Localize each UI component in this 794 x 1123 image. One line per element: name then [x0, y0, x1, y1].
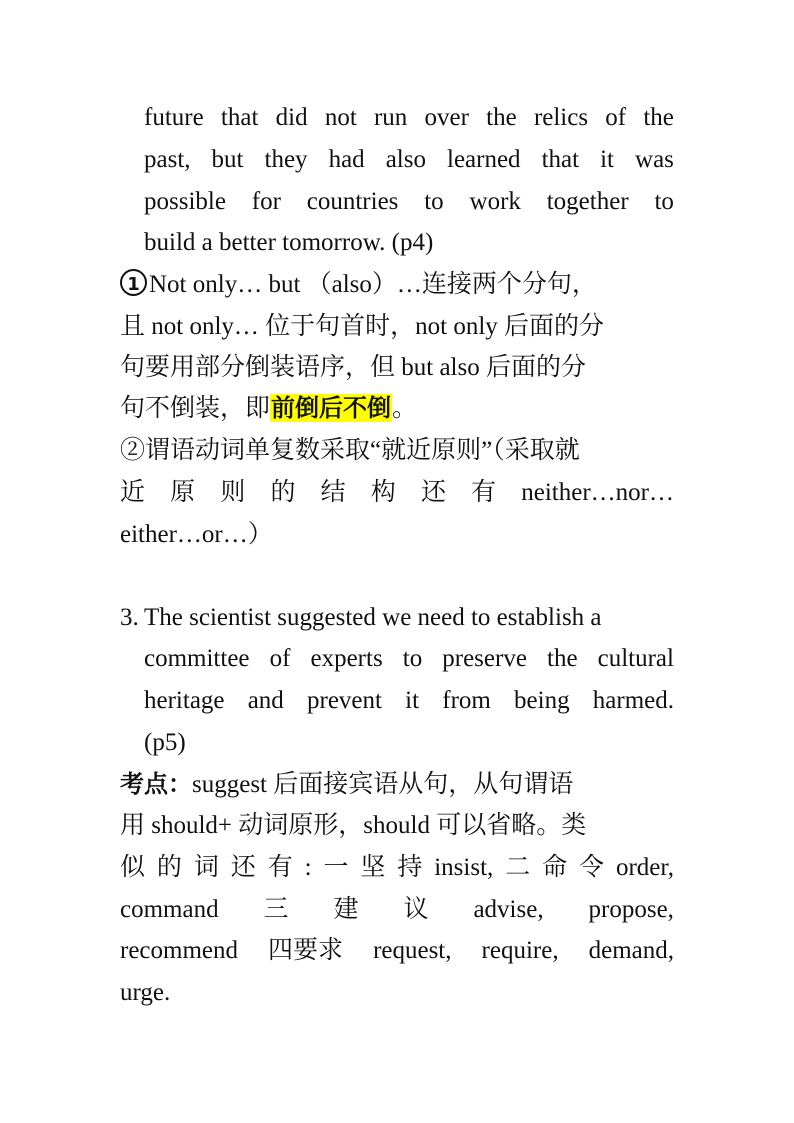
word: advise,: [473, 896, 544, 923]
word: to: [654, 188, 674, 215]
word: 持: [397, 854, 423, 881]
kaodian-line-4: [120, 890, 674, 930]
question3-line-3: [144, 681, 674, 721]
note1-text-4: 句不倒装，即: [120, 395, 271, 422]
word: countries: [306, 188, 399, 215]
word: 结: [320, 479, 346, 506]
word: the: [643, 104, 674, 131]
word: 则: [220, 479, 246, 506]
word: for: [251, 188, 281, 215]
note2-line-2: [120, 473, 674, 513]
word: 词: [193, 854, 219, 881]
word: to: [402, 645, 423, 672]
word: demand,: [588, 937, 674, 964]
word: insist,: [434, 854, 494, 881]
highlighted-rule: 前倒后不倒: [271, 394, 392, 422]
word: work: [469, 188, 521, 215]
word: not: [324, 104, 357, 131]
word: 还: [420, 479, 446, 506]
note2-line-1: ②谓语动词单复数采取“就近原则”（采取就: [120, 437, 580, 464]
word: the: [486, 104, 517, 131]
kaodian-line-1: [120, 764, 674, 804]
word: had: [328, 146, 365, 173]
word: to: [424, 188, 444, 215]
word: propose,: [588, 896, 674, 923]
para1-line-3: [144, 182, 674, 222]
word: possible: [144, 188, 226, 215]
para1-line-2: [144, 140, 674, 180]
word: did: [275, 104, 308, 131]
word: 近: [120, 479, 146, 506]
word: that: [541, 146, 580, 173]
word: that: [220, 104, 259, 131]
word: from: [442, 687, 491, 714]
question3-line-1: The scientist suggested we need to establish a: [144, 604, 602, 631]
question3-line-2: [144, 639, 674, 679]
word: require,: [481, 937, 559, 964]
word: it: [405, 687, 420, 714]
kaodian-line-5: [120, 931, 674, 971]
word: 的: [156, 854, 182, 881]
word: of: [269, 645, 291, 672]
word: but: [211, 146, 244, 173]
word: 坚: [360, 854, 386, 881]
word: 建: [333, 896, 359, 923]
word: harmed.: [592, 687, 674, 714]
word: order,: [615, 854, 674, 881]
word: it: [600, 146, 614, 173]
word: together: [546, 188, 629, 215]
word: 令: [579, 854, 605, 881]
word: learned: [447, 146, 521, 173]
word: committee: [144, 645, 250, 672]
kaodian-label: 考点：: [120, 770, 192, 798]
note1-text-1: Not only… but （also）…连接两个分句，: [149, 271, 597, 298]
question3-line-4: (p5): [144, 729, 186, 756]
word: 命: [542, 854, 568, 881]
word: and: [247, 687, 284, 714]
kaodian-line-3: [120, 848, 674, 888]
note1-line-1: [120, 265, 674, 305]
para1-line-1: [144, 98, 674, 138]
word: past,: [144, 146, 191, 173]
word: 的: [270, 479, 296, 506]
word: heritage: [144, 687, 225, 714]
note1-line-4: [120, 388, 674, 428]
question3-number: 3.: [120, 604, 139, 631]
kaodian-line-2: 用 should+ 动词原形，should 可以省略。类: [120, 812, 587, 839]
word: cultural: [597, 645, 674, 672]
para1-line-4: build a better tomorrow. (p4): [144, 229, 434, 256]
circled-number-marker: 1: [120, 269, 147, 296]
note2-line-3: either…or…）: [120, 521, 273, 548]
kaodian-text-1: suggest 后面接宾语从句，从句谓语: [192, 771, 574, 798]
word: 议: [403, 896, 429, 923]
word: 构: [370, 479, 396, 506]
note1-line-2: 且 not only… 位于句首时，not only 后面的分: [120, 313, 605, 340]
kaodian-line-6: urge.: [120, 979, 171, 1006]
word: 有: [471, 479, 497, 506]
note1-line-3: 句要用部分倒装语序，但 but also 后面的分: [120, 354, 586, 381]
word: of: [605, 104, 627, 131]
word: 还: [230, 854, 256, 881]
word: being: [514, 687, 570, 714]
word: was: [635, 146, 674, 173]
word: request,: [373, 937, 452, 964]
word: 有: [267, 854, 293, 881]
word: they: [264, 146, 308, 173]
word: 似: [120, 854, 146, 881]
word: preserve: [442, 645, 527, 672]
word: experts: [310, 645, 383, 672]
word: future: [144, 104, 204, 131]
word: 二: [505, 854, 531, 881]
word: prevent: [307, 687, 382, 714]
word: command: [120, 896, 219, 923]
word: the: [547, 645, 578, 672]
word: 原: [170, 479, 196, 506]
note1-text-4-end: 。: [392, 395, 418, 422]
word: neither…nor…: [521, 479, 674, 506]
word: over: [424, 104, 469, 131]
word: relics: [533, 104, 589, 131]
word: 一: [323, 854, 349, 881]
word: recommend: [120, 937, 239, 964]
word: run: [373, 104, 408, 131]
word: 三: [263, 896, 289, 923]
word: 四要求: [268, 937, 344, 964]
word: :: [304, 854, 312, 881]
word: also: [385, 146, 426, 173]
